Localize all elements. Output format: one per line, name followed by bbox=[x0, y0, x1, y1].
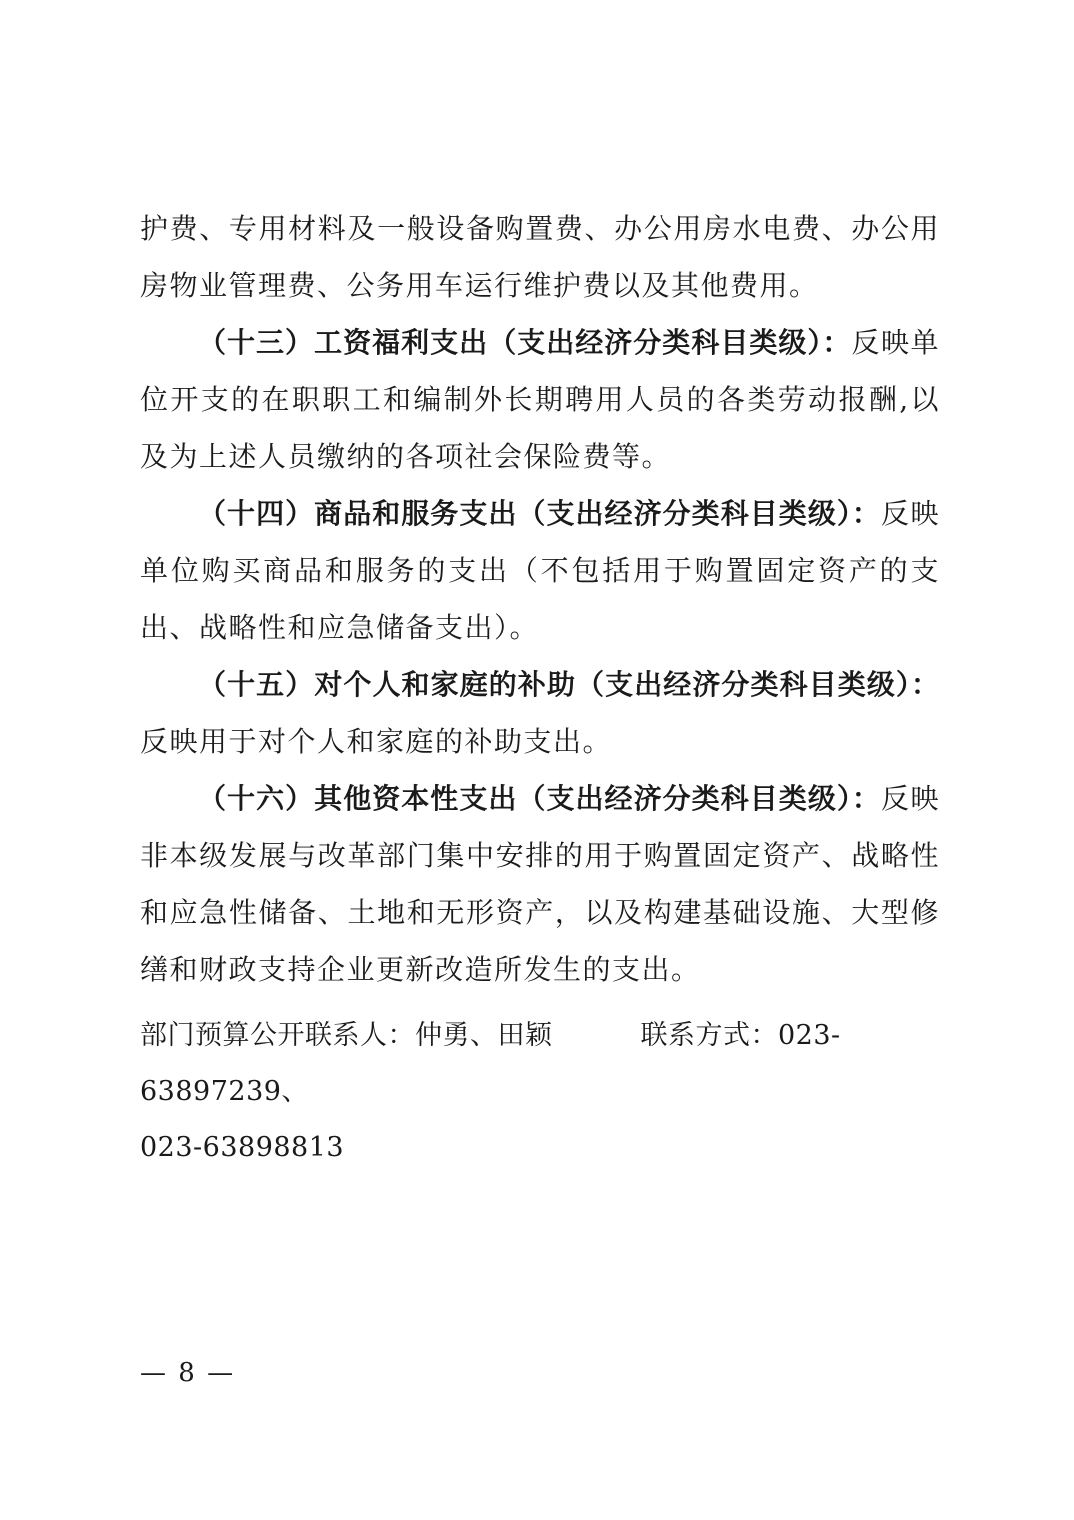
item-16 bbox=[140, 770, 940, 998]
body-text bbox=[140, 200, 940, 998]
item-heading: （十五）对个人和家庭的补助（支出经济分类科目类级）： bbox=[198, 668, 940, 701]
paragraph-continuation bbox=[140, 200, 940, 314]
contact-phone-2: 023-63898813 bbox=[140, 1132, 345, 1163]
item-text: 反映单位开支的在职职工和编制外长期聘用人员的各类劳动报酬,以及为上述人员缴纳的各项社会保险费等。 bbox=[140, 326, 940, 473]
contact-info bbox=[140, 1008, 970, 1176]
page-number: — 8 — bbox=[140, 1358, 236, 1388]
item-13 bbox=[140, 314, 940, 485]
item-15 bbox=[140, 656, 940, 770]
item-heading: （十三）工资福利支出（支出经济分类科目类级）： bbox=[198, 326, 852, 359]
item-heading: （十六）其他资本性支出（支出经济分类科目类级）： bbox=[198, 782, 881, 815]
item-text: 反映非本级发展与改革部门集中安排的用于购置固定资产、战略性和应急性储备、土地和无形资产，以及构建基础设施、大型修缮和财政支持企业更新改造所发生的支出。 bbox=[140, 782, 940, 986]
contact-line bbox=[140, 1008, 970, 1120]
contact-person: 部门预算公开联系人：仲勇、田颖 bbox=[140, 1020, 553, 1051]
item-14 bbox=[140, 485, 940, 656]
contact-phone: 联系方式：023-63897239、 bbox=[140, 1020, 841, 1107]
item-text: 反映用于对个人和家庭的补助支出。 bbox=[140, 725, 613, 758]
item-heading: （十四）商品和服务支出（支出经济分类科目类级）： bbox=[198, 497, 881, 530]
paragraph-text: 护费、专用材料及一般设备购置费、办公用房水电费、办公用房物业管理费、公务用车运行维护费以及其他费用。 bbox=[140, 212, 940, 302]
item-text: 反映单位购买商品和服务的支出（不包括用于购置固定资产的支出、战略性和应急储备支出）。 bbox=[140, 497, 940, 644]
